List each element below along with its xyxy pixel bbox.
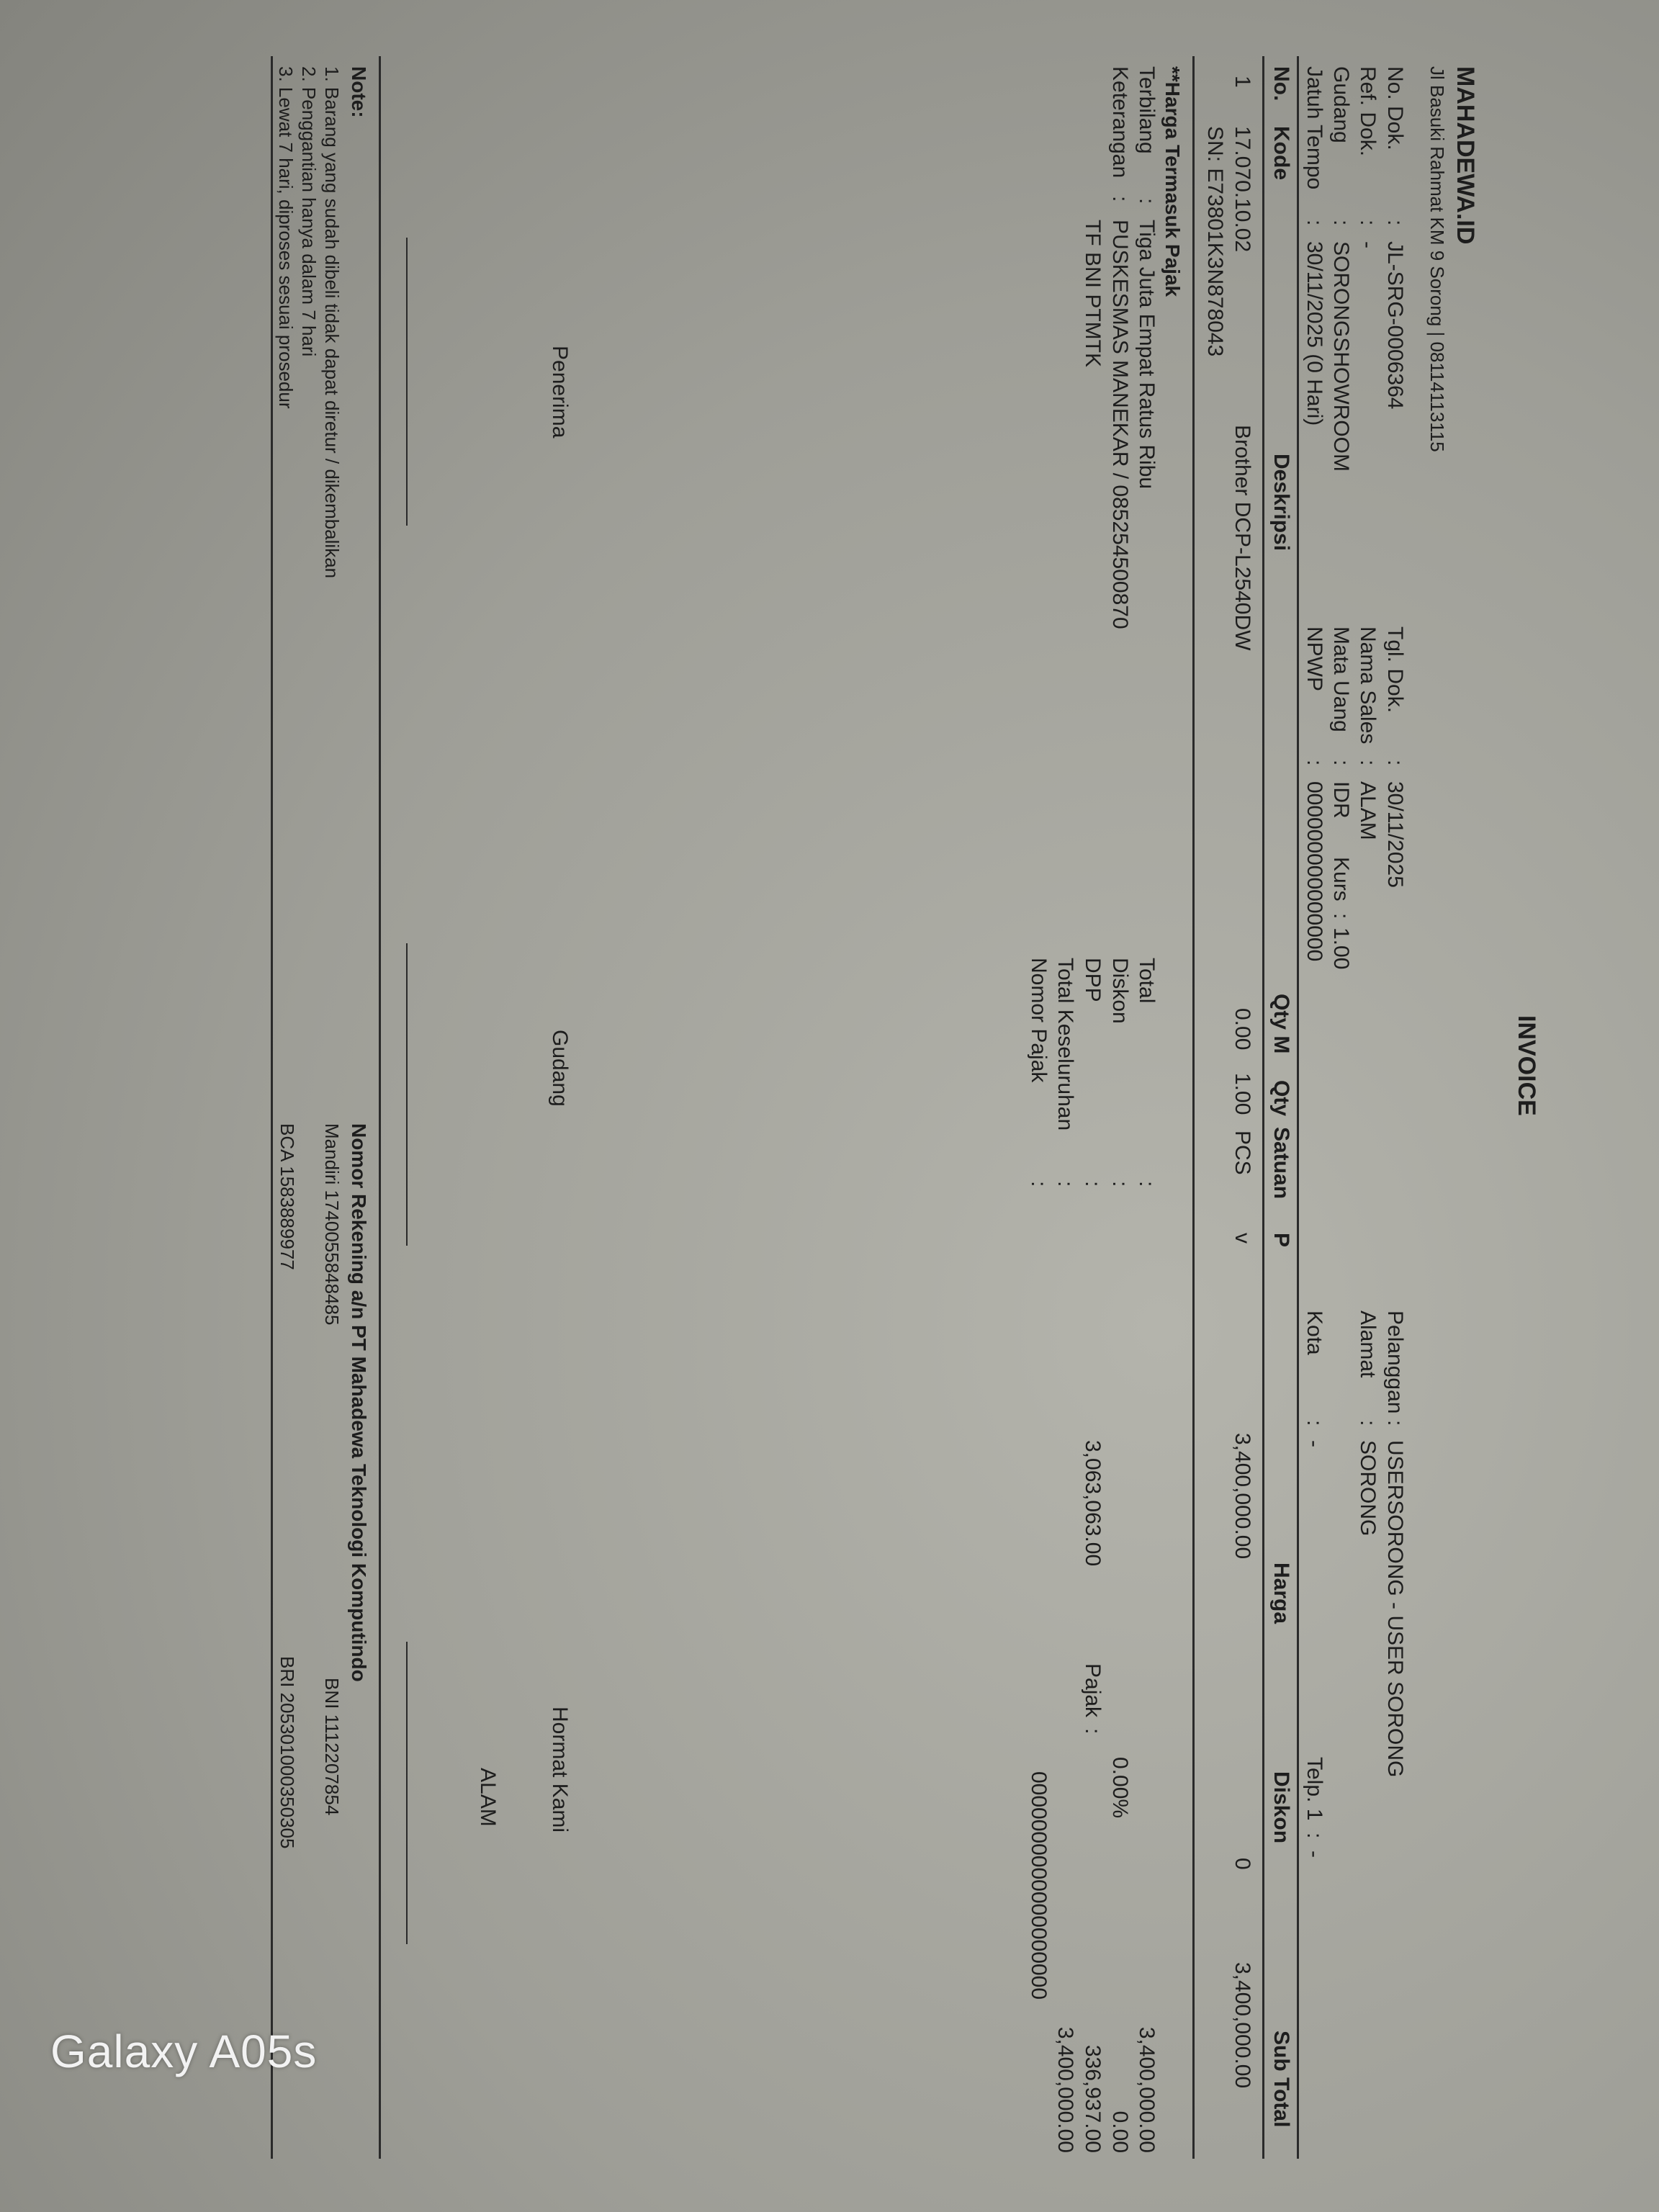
invoice-title: INVOICE: [1513, 1015, 1540, 1116]
mata-uang-value: IDR: [1329, 781, 1353, 819]
colon: :: [1027, 1181, 1051, 1187]
th-subtotal: Sub Total: [1269, 2031, 1293, 2128]
telp-value: -: [1303, 1851, 1326, 1858]
colon: :: [1135, 198, 1159, 204]
colon: :: [1303, 220, 1326, 226]
diskon-label: Diskon: [1108, 958, 1132, 1024]
note-item: 1. Barang yang sudah dibeli tidak dapat diretur / dikembalikan: [321, 66, 343, 579]
row-serial-number: SN: E73801K3N878043: [1203, 126, 1227, 357]
gudang-label: Gudang: [1329, 66, 1353, 143]
colon: :: [1383, 1420, 1407, 1426]
th-qty-m: Qty M: [1269, 994, 1293, 1054]
row-qty-m: 0.00: [1231, 1008, 1254, 1051]
company-address: Jl Basuki Rahmat KM 9 Sorong | 08114113115: [1426, 66, 1448, 452]
th-satuan: Satuan: [1269, 1127, 1293, 1200]
keterangan-line2: TF BNI PTMTK: [1081, 220, 1105, 367]
bank-bni: BNI 1112207854: [321, 1678, 343, 1816]
telp-label: Telp. 1: [1303, 1757, 1326, 1821]
pelanggan-label: Pelanggan: [1383, 1310, 1407, 1414]
colon: :: [1303, 1420, 1326, 1426]
total-value: 3,400,000.00: [1135, 2026, 1159, 2153]
keterangan-value: PUSKESMAS MANEKAR / 085254500870: [1108, 220, 1132, 629]
th-qty: Qty: [1269, 1080, 1293, 1117]
pajak-value: 336,937.00: [1081, 2044, 1105, 2153]
jatuh-tempo-label: Jatuh Tempo: [1303, 66, 1326, 190]
sign-penerima-label: Penerima: [548, 346, 572, 439]
sign-hormat-label: Hormat Kami: [548, 1707, 572, 1833]
colon: :: [1356, 1420, 1380, 1426]
colon: :: [1356, 220, 1380, 226]
colon: :: [1108, 196, 1132, 202]
dpp-label: DPP: [1081, 958, 1105, 1002]
notes-top-rule: [379, 56, 381, 2159]
camera-watermark: Galaxy A05s: [50, 2026, 318, 2077]
th-no: No.: [1269, 66, 1293, 102]
colon: :: [1108, 1181, 1132, 1187]
signature-line-hormat: [406, 1642, 408, 1944]
diskon-pct: 0.00%: [1108, 1757, 1132, 1819]
table-header-rule: [1262, 56, 1264, 2159]
bank-bca: BCA 1583889977: [276, 1123, 298, 1270]
colon: :: [1303, 1833, 1326, 1839]
total-label: Total: [1135, 958, 1159, 1004]
sign-gudang-label: Gudang: [548, 1030, 572, 1107]
ref-dok-value: -: [1356, 241, 1380, 248]
no-dok-label: No. Dok.: [1383, 66, 1407, 150]
row-satuan: PCS: [1231, 1130, 1254, 1175]
colon: :: [1383, 760, 1407, 766]
table-bottom-rule: [1192, 56, 1195, 2159]
colon: :: [1329, 220, 1353, 226]
th-diskon: Diskon: [1269, 1771, 1293, 1844]
colon: :: [1383, 220, 1407, 226]
kota-value: -: [1303, 1440, 1326, 1447]
colon: :: [1329, 760, 1353, 766]
terbilang-value: Tiga Juta Empat Ratus Ribu: [1135, 220, 1159, 490]
th-harga: Harga: [1269, 1563, 1293, 1624]
colon: :: [1356, 760, 1380, 766]
signature-line-penerima: [406, 238, 408, 526]
row-no: 1: [1231, 76, 1254, 88]
nama-sales-label: Nama Sales: [1356, 626, 1380, 745]
kurs-label: Kurs: [1329, 857, 1353, 902]
pelanggan-value: USERSORONG - USER SORONG: [1383, 1440, 1407, 1778]
table-top-rule: [1297, 56, 1299, 2159]
row-deskripsi: Brother DCP-L2540DW: [1231, 425, 1254, 651]
gudang-value: SORONGSHOWROOM: [1329, 241, 1353, 472]
colon: :: [1329, 913, 1353, 920]
kota-label: Kota: [1303, 1310, 1326, 1355]
total-keseluruhan-label: Total Keseluruhan: [1053, 958, 1077, 1131]
bank-mandiri: Mandiri 1740055848485: [321, 1123, 343, 1326]
nomor-pajak-value: 0000000000000000000: [1027, 1771, 1051, 2000]
note-item: 3. Lewat 7 hari, diproses sesuai prosedur: [275, 66, 297, 409]
alamat-label: Alamat: [1356, 1310, 1380, 1378]
total-keseluruhan-value: 3,400,000.00: [1053, 2026, 1077, 2153]
tax-note: **Harga Termasuk Pajak: [1161, 66, 1184, 297]
notes-bottom-rule: [271, 56, 273, 2159]
nama-sales-value: ALAM: [1356, 781, 1380, 840]
colon: :: [1081, 1728, 1105, 1735]
th-kode: Kode: [1269, 126, 1293, 180]
npwp-label: NPWP: [1303, 626, 1326, 691]
ref-dok-label: Ref. Dok.: [1356, 66, 1380, 157]
tgl-dok-label: Tgl. Dok.: [1383, 626, 1407, 714]
jatuh-tempo-value: 30/11/2025 (0 Hari): [1303, 241, 1326, 426]
signature-line-gudang: [406, 943, 408, 1246]
colon: :: [1135, 1181, 1159, 1187]
tgl-dok-value: 30/11/2025: [1383, 781, 1407, 888]
th-deskripsi: Deskripsi: [1269, 454, 1293, 552]
alamat-value: SORONG: [1356, 1440, 1380, 1537]
terbilang-label: Terbilang: [1135, 66, 1159, 154]
keterangan-label: Keterangan: [1108, 66, 1132, 179]
no-dok-value: JL-SRG-0006364: [1383, 241, 1407, 410]
th-p: P: [1269, 1233, 1293, 1248]
mata-uang-label: Mata Uang: [1329, 626, 1353, 732]
row-subtotal: 3,400,000.00: [1231, 1962, 1254, 2089]
note-item: 2. Penggantian hanya dalam 7 hari: [298, 66, 320, 357]
colon: :: [1053, 1181, 1077, 1187]
npwp-value: 000000000000000: [1303, 781, 1326, 962]
sign-hormat-name: ALAM: [476, 1768, 500, 1827]
row-kode: 17.070.10.02: [1231, 126, 1254, 253]
bank-title: Nomor Rekening a/n PT Mahadewa Teknologi Komputindo: [348, 1123, 370, 1682]
row-p: v: [1231, 1233, 1254, 1244]
row-qty: 1.00: [1231, 1073, 1254, 1115]
bank-bri: BRI 205301000350305: [276, 1656, 298, 1849]
colon: :: [1303, 760, 1326, 766]
notes-title: Note:: [348, 66, 370, 118]
dpp-value: 3,063,063.00: [1081, 1440, 1105, 1567]
diskon-value: 0.00: [1108, 2110, 1132, 2153]
row-diskon: 0: [1231, 1858, 1254, 1870]
nomor-pajak-label: Nomor Pajak: [1027, 958, 1051, 1083]
company-name: MAHADEWA.ID: [1452, 66, 1479, 245]
kurs-value: 1.00: [1329, 927, 1353, 970]
row-harga: 3,400,000.00: [1231, 1433, 1254, 1560]
pajak-label: Pajak: [1081, 1663, 1105, 1718]
colon: :: [1081, 1181, 1105, 1187]
